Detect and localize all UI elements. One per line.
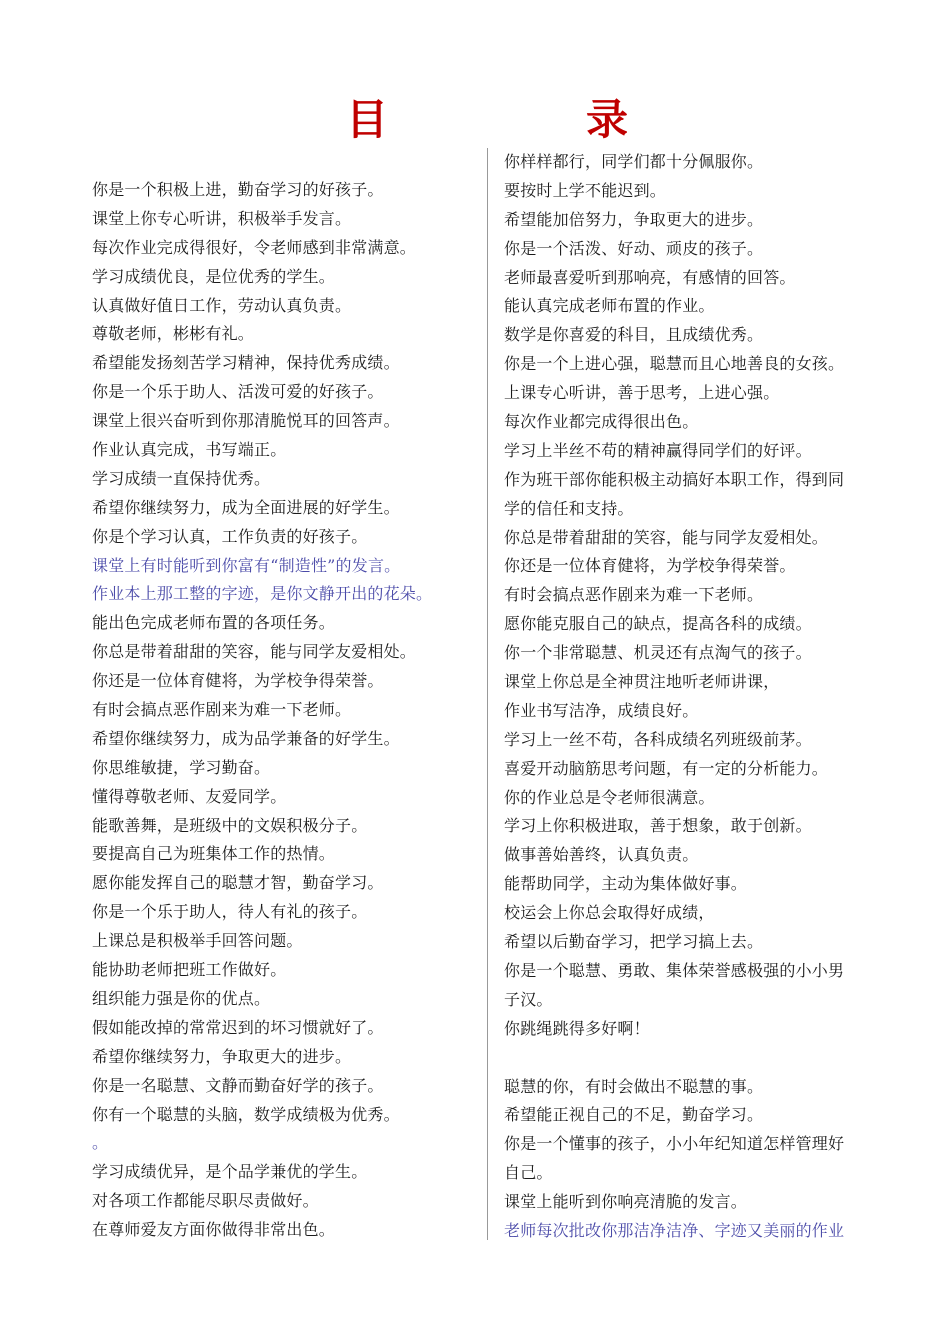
text-line: 你思维敏捷，学习勤奋。 [92, 757, 271, 777]
text-line: 课堂上你专心听讲，积极举手发言。 [92, 208, 352, 228]
text-line: 课堂上你总是全神贯注地听老师讲课， [504, 672, 780, 692]
text-line: 课堂上很兴奋听到你那清脆悦耳的回答声。 [92, 411, 400, 431]
text-line: 对各项工作都能尽职尽责做好。 [92, 1191, 319, 1211]
text-line: 你是一个上进心强，聪慧而且心地善良的女孩。 [504, 354, 845, 374]
text-line: 子汉。 [504, 989, 553, 1009]
text-line: 上课总是积极举手回答问题。 [92, 931, 303, 951]
text-line: 自己。 [504, 1163, 553, 1183]
text-line: 你是一名聪慧、文静而勤奋好学的孩子。 [92, 1075, 384, 1095]
right-column [504, 148, 884, 1246]
text-line: 你的作业总是令老师很满意。 [504, 787, 715, 807]
text-line: 学习成绩优良，是位优秀的学生。 [92, 266, 336, 286]
text-line: 希望你继续努力，成为品学兼备的好学生。 [92, 728, 400, 748]
text-line: 。 [92, 1133, 109, 1153]
title-char-1: 目 [346, 95, 389, 144]
text-line: 懂得尊敬老师、友爱同学。 [92, 786, 287, 806]
text-line: 聪慧的你，有时会做出不聪慧的事。 [504, 1076, 764, 1096]
text-line: 你是一个聪慧、勇敢、集体荣誉感极强的小小男 [504, 960, 845, 980]
text-line: 你样样都行，同学们都十分佩服你。 [504, 152, 764, 171]
text-line: 希望以后勤奋学习，把学习搞上去。 [504, 932, 764, 952]
text-line: 希望你继续努力，成为全面进展的好学生。 [92, 497, 400, 517]
text-line: 作为班干部你能积极主动搞好本职工作，得到同 [504, 469, 845, 489]
text-line: 老师最喜爱听到那响亮，有感情的回答。 [504, 267, 796, 287]
text-line: 你有一个聪慧的头脑，数学成绩极为优秀。 [92, 1104, 400, 1124]
column-divider [487, 148, 488, 1240]
text-line: 课堂上有时能听到你富有“制造性”的发言。 [92, 555, 401, 575]
text-line: 假如能改掉的常常迟到的坏习惯就好了。 [92, 1017, 384, 1037]
text-line: 学习上你积极进取，善于想象，敢于创新。 [504, 816, 812, 836]
title-char-2: 录 [586, 95, 629, 144]
text-line: 学习成绩优异，是个品学兼优的学生。 [92, 1162, 368, 1182]
text-line: 你是个学习认真，工作负责的好孩子。 [92, 526, 368, 546]
text-line: 数学是你喜爱的科目，且成绩优秀。 [504, 325, 764, 345]
text-line [504, 1044, 884, 1073]
text-line: 能出色完成老师布置的各项任务。 [92, 613, 336, 633]
text-line: 要提高自己为班集体工作的热情。 [92, 844, 336, 864]
text-line: 能认真完成老师布置的作业。 [504, 296, 715, 316]
text-line: 你是一个积极上进，勤奋学习的好孩子。 [92, 180, 384, 199]
text-line: 做事善始善终，认真负责。 [504, 845, 699, 865]
text-line: 尊敬老师，彬彬有礼。 [92, 324, 255, 344]
text-line: 学的信任和支持。 [504, 498, 634, 518]
left-column [92, 176, 467, 1245]
text-line: 喜爱开动脑筋思考问题，有一定的分析能力。 [504, 758, 829, 778]
text-line: 愿你能克服自己的缺点，提高各科的成绩。 [504, 614, 812, 634]
text-line: 作业本上那工整的字迹，是你文静开出的花朵。 [92, 584, 433, 604]
text-line: 校运会上你总会取得好成绩， [504, 903, 715, 923]
text-line: 课堂上能听到你响亮清脆的发言。 [504, 1192, 748, 1212]
text-line: 你是一个懂事的孩子，小小年纪知道怎样管理好 [504, 1134, 845, 1154]
text-line: 有时会搞点恶作剧来为难一下老师。 [504, 585, 764, 605]
text-line: 希望能正视自己的不足，勤奋学习。 [504, 1105, 764, 1125]
text-line: 学习上一丝不苟，各科成绩名列班级前茅。 [504, 729, 812, 749]
text-line: 你是一个乐于助人、活泼可爱的好孩子。 [92, 382, 384, 402]
text-line: 你是一个活泼、好动、顽皮的孩子。 [504, 238, 764, 258]
text-line: 要按时上学不能迟到。 [504, 180, 667, 200]
text-line: 组织能力强是你的优点。 [92, 988, 271, 1008]
text-line: 认真做好值日工作，劳动认真负责。 [92, 295, 352, 315]
text-line: 上课专心听讲，善于思考，上进心强。 [504, 383, 780, 403]
text-line: 你还是一位体育健将，为学校争得荣誉。 [92, 671, 384, 691]
text-line: 学习上半丝不苟的精神赢得同学们的好评。 [504, 440, 812, 460]
text-line: 作业认真完成，书写端正。 [92, 440, 287, 460]
text-line: 能协助老师把班工作做好。 [92, 960, 287, 980]
text-line: 愿你能发挥自己的聪慧才智，勤奋学习。 [92, 873, 384, 893]
text-line: 能歌善舞，是班级中的文娱积极分子。 [92, 815, 368, 835]
text-line: 能帮助同学，主动为集体做好事。 [504, 874, 748, 894]
text-line: 作业书写洁净，成绩良好。 [504, 700, 699, 720]
text-line: 你是一个乐于助人，待人有礼的孩子。 [92, 902, 368, 922]
text-line: 学习成绩一直保持优秀。 [92, 468, 271, 488]
text-line: 在尊师爱友方面你做得非常出色。 [92, 1220, 336, 1240]
text-line: 希望能发扬刻苦学习精神，保持优秀成绩。 [92, 353, 400, 373]
text-line: 你总是带着甜甜的笑容，能与同学友爱相处。 [504, 527, 829, 547]
text-line: 老师每次批改你那洁净洁净、字迹又美丽的作业 [504, 1220, 845, 1240]
text-line: 每次作业都完成得很出色。 [504, 412, 699, 432]
text-line: 你跳绳跳得多好啊！ [504, 1018, 650, 1038]
text-line: 希望能加倍努力，争取更大的进步。 [504, 209, 764, 229]
text-line: 每次作业完成得很好，令老师感到非常满意。 [92, 237, 417, 257]
text-line: 希望你继续努力，争取更大的进步。 [92, 1046, 352, 1066]
text-line: 有时会搞点恶作剧来为难一下老师。 [92, 700, 352, 720]
text-line: 你还是一位体育健将，为学校争得荣誉。 [504, 556, 796, 576]
text-line: 你总是带着甜甜的笑容，能与同学友爱相处。 [92, 642, 417, 662]
page-title [0, 92, 950, 152]
text-line: 你一个非常聪慧、机灵还有点淘气的孩子。 [504, 643, 812, 663]
